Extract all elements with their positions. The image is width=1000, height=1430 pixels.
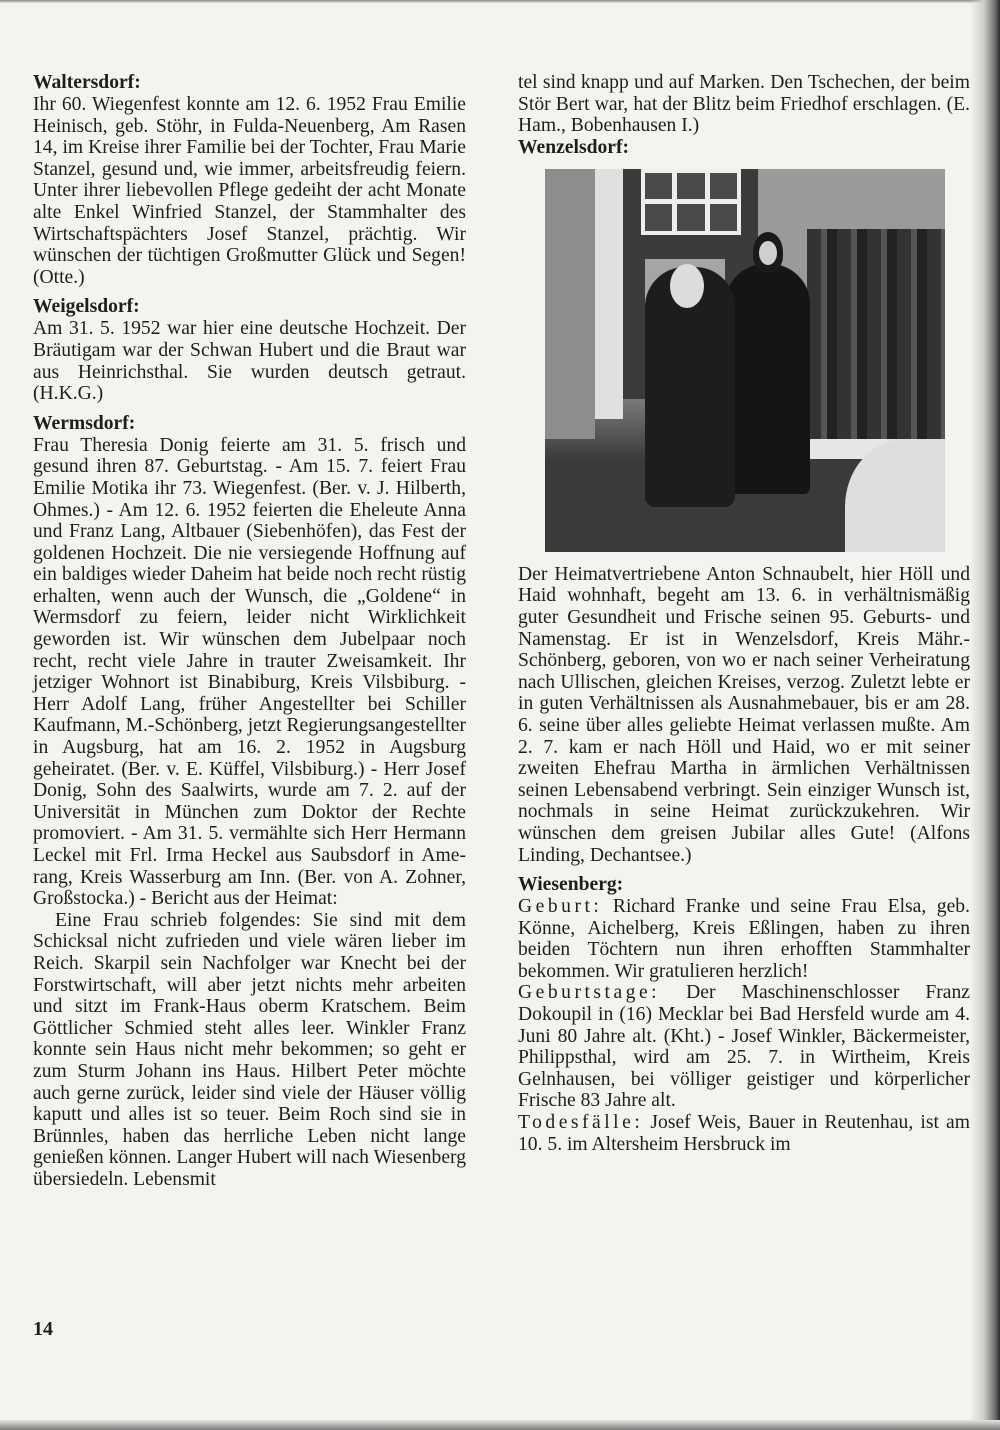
entry-label: Todesfälle: xyxy=(518,1112,644,1134)
entry-text: Richard Franke und seine Frau Elsa, geb. Könne, Aichelberg, Kreis Eßlingen, haben zu ihren beiden Töchtern nun ihren erhofften Stammhalter bekommen. Wir gratulieren herzlich! xyxy=(518,896,970,982)
entry-text: Josef Weis, Bauer in Reutenhau, ist am 10. 5. im Altersheim Hersbruck im xyxy=(518,1112,970,1155)
section-heading: Waltersdorf: xyxy=(33,72,141,93)
left-column xyxy=(33,72,466,1191)
section-wenzelsdorf xyxy=(518,137,970,866)
page-top-edge xyxy=(0,0,1000,3)
section-paragraph: Am 31. 5. 1952 war hier eine deutsche Hochzeit. Der Bräutigam war der Schwan Hubert und die Braut war aus Heinrichsthal. Sie wurden deutsch getraut. (H.K.G.) xyxy=(33,318,466,405)
section-weigelsdorf xyxy=(33,296,466,404)
section-paragraph: Der Heimatvertriebene Anton Schnaubelt, hier Höll und Haid wohnhaft, begeht am 13. 6. in verhältnismäßig guter Gesundheit und Frische seinen 95. Geburts- und Namenstag. Er ist in Wenzelsdorf, Kreis Mähr.-Schönberg, geboren, von wo er nach seiner Verheiratung nach Ullischen, gleichen Kreises, verzog. Zuletzt lebte er in guten Verhältnissen als Ausnahmebauer, bis er am 28. 6. seine über alles geliebte Heimat verlassen mußte. Am 2. 7. kam er nach Höll und Haid, wo er mit seiner zweiten Ehefrau Martha in ärmlichen Verhältnissen seinen Lebensabend verbringt. Sein einziger Wunsch ist, nochmals in seine Heimat zurückzukehren. Wir wünschen dem greisen Jubilar alles Gute! (Alfons Linding, Dechantsee.) xyxy=(518,563,970,866)
page-binding-shadow xyxy=(970,0,1000,1430)
section-paragraph: Eine Frau schrieb folgendes: Sie sind mit dem Schicksal nicht zufrieden und viele wären lieber im Reich. Skarpil sein Nachfolger war Knecht bei der Forstwirtschaft, will aber jetzt nichts mehr arbeiten und sitzt im Frank-Haus oberm Kratschem. Beim Göttlicher Schmied steht alles leer. Winkler Franz konnte sein Haus nicht mehr bekommen; so geht er zum Sturm Johann ins Haus. Hilbert Peter möchte auch gerne zurück, leider sind viele der Häuser völlig kaputt und alles ist so teuer. Beim Roch sind sie in Brünnles, haben das herrliche Leben nicht lange genießen können. Langer Hubert will nach Wiesenberg übersiedeln. Lebensmit xyxy=(33,909,466,1190)
section-wiesenberg xyxy=(518,874,970,1155)
entry-text: Der Maschinenschlosser Franz Dokoupil in (16) Mecklar bei Bad Hersfeld wurde am 4. Juni 80 Jahre alt. (Kht.) - Josef Winkler, Bäckermeister, Philippsthal, wird am 25. 7. in Wirtheim, Kreis Gelnhausen, bei völliger geistiger und körperlicher Frische 83 Jahre alt. xyxy=(518,982,970,1112)
section-heading: Wenzelsdorf: xyxy=(518,136,630,158)
entry-deaths xyxy=(518,1112,970,1155)
entry-birthdays xyxy=(518,982,970,1112)
page-bottom-edge xyxy=(0,1420,1000,1430)
section-paragraph: Frau Theresia Donig feierte am 31. 5. frisch und gesund ihren 87. Geburtstag. - Am 15. 7. feiert Frau Emilie Motika ihr 73. Wiegenfest. (Ber. v. J. Hilberth, Ohmes.) - Am 12. 6. 1952 feierten die Eheleute Anna und Franz Lang, Altbauer (Siebenhöfen), das Fest der goldenen Hochzeit. Die nie versiegende Hoffnung auf ein baldiges wieder Daheim hat beide noch recht rüstig erhalten, wenn auch der Wunsch, die „Goldene“ in Wermsdorf zu feiern, leider nicht Wirklichkeit geworden ist. Wir wünschen dem Jubelpaar noch recht, recht viele Jahre in trauter Zweisamkeit. Ihr jetziger Wohnort ist Binabiburg, Kreis Vilsbiburg. - Herr Adolf Lang, früher Angestellter bei Schiller Kaufmann, M.-Schönberg, jetzt Regierungsangestellter in Augsburg, hat am 16. 2. 1952 in Augsburg geheiratet. (Ber. v. E. Küffel, Vilsbiburg.) - Herr Josef Donig, Sohn des Saalwirts, wurde am 7. 2. auf der Universität in München zum Doktor der Rechte promoviert. - Am 31. 5. vermählte sich Herr Hermann Leckel mit Frl. Irma Heckel aus Saubsdorf in Amerang, Kreis Wasserburg am Inn. (Ber. von A. Zohner, Großstocka.) - Bericht aus der Heimat: xyxy=(33,434,466,910)
continuation-paragraph: tel sind knapp und auf Marken. Den Tschechen, der beim Stör Bert war, hat der Blitz beim Friedhof erschlagen. (E. Ham., Bobenhausen I.) xyxy=(518,72,970,137)
section-paragraph: Ihr 60. Wiegenfest konnte am 12. 6. 1952 Frau Emilie Heinisch, geb. Stöhr, in Fulda-Neuenberg, Am Rasen 14, im Kreise ihrer Familie bei der Tochter, Frau Marie Stanzel, gesund und, wie immer, arbeitsfreudig feiern. Unter ihrer liebevollen Pflege gedeiht der acht Monate alte Enkel Winfried Stanzel, der Stammhalter des Wirtschaftspächters Josef Stanzel, prächtig. Wir wünschen der tüchtigen Großmutter Glück und Segen! (Otte.) xyxy=(33,94,466,288)
section-wermsdorf xyxy=(33,413,466,1191)
page-number: 14 xyxy=(33,1318,53,1340)
right-column xyxy=(518,72,970,1155)
entry-label: Geburt: xyxy=(518,896,603,918)
section-heading: Wermsdorf: xyxy=(33,412,136,434)
section-heading: Wiesenberg: xyxy=(518,874,624,896)
section-heading: Weigelsdorf: xyxy=(33,296,140,318)
section-waltersdorf xyxy=(33,72,466,288)
entry-label: Geburtstage: xyxy=(518,982,661,1004)
photo-image-icon xyxy=(545,169,945,552)
entry-birth xyxy=(518,896,970,982)
